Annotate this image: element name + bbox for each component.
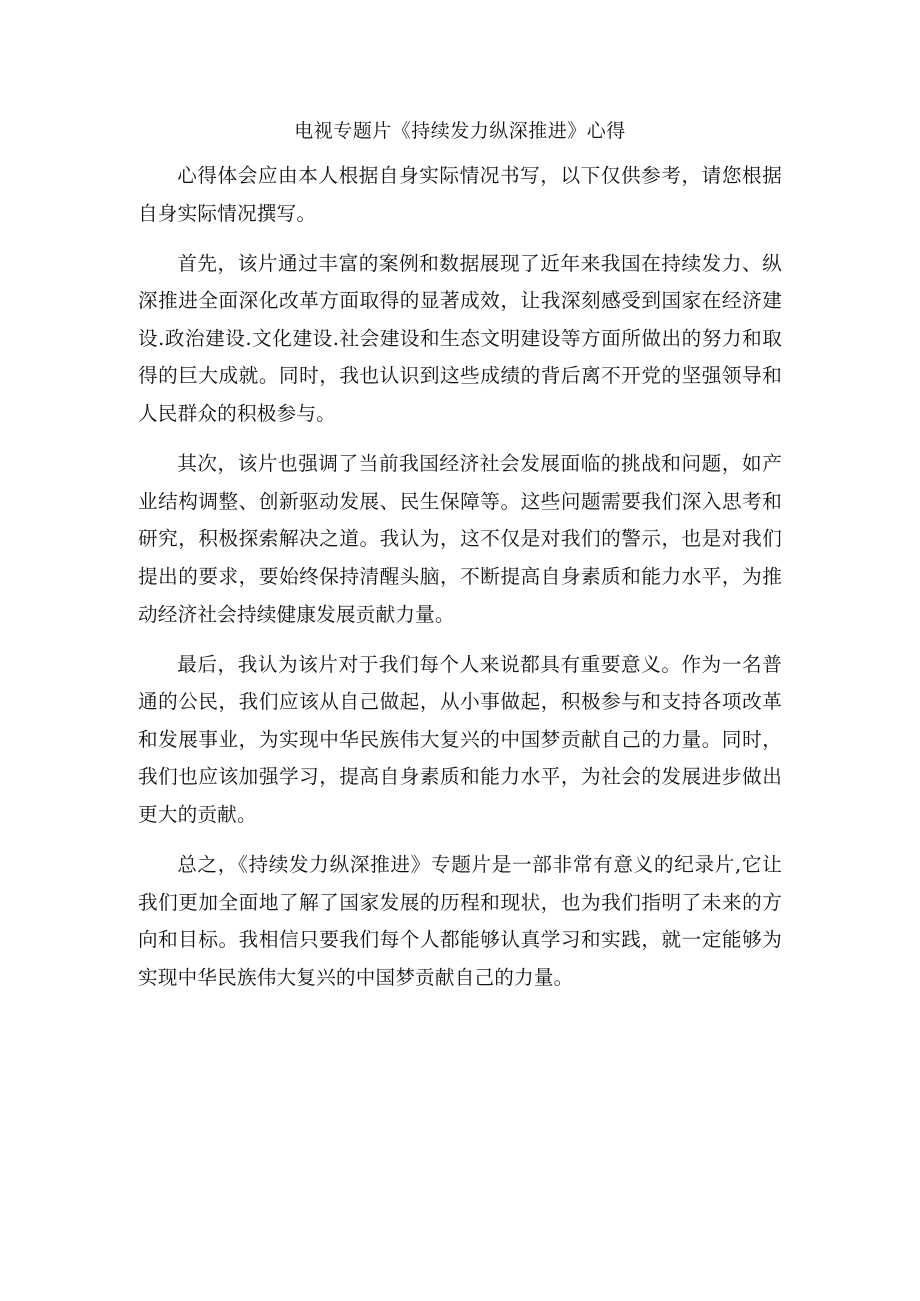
document-title: 电视专题片《持续发力纵深推进》心得 bbox=[294, 120, 626, 142]
paragraph-conclusion: 总之，《持续发力纵深推进》专题片是一部非常有意义的纪录片,它让我们更加全面地了解了国家发展的历程和现状，也为我们指明了未来的方向和目标。我相信只要我们每个人都能够认真学习和实践，就一定能够为实现中华民族伟大复兴的中国梦贡献自己的力量。 bbox=[138, 853, 782, 989]
paragraph-third: 最后，我认为该片对于我们每个人来说都具有重要意义。作为一名普通的公民，我们应该从自己做起，从小事做起，积极参与和支持各项改革和发展事业，为实现中华民族伟大复兴的中国梦贡献自己的力量。同时，我们也应该加强学习，提高自身素质和能力水平，为社会的发展进步做出更大的贡献。 bbox=[138, 652, 782, 826]
paragraph-second: 其次，该片也强调了当前我国经济社会发展面临的挑战和问题，如产业结构调整、创新驱动发展、民生保障等。这些问题需要我们深入思考和研究，积极探索解决之道。我认为，这不仅是对我们的警示，也是对我们提出的要求，要始终保持清醒头脑，不断提高自身素质和能力水平，为推动经济社会持续健康发展贡献力量。 bbox=[138, 452, 782, 626]
paragraph-first: 首先，该片通过丰富的案例和数据展现了近年来我国在持续发力、纵深推进全面深化改革方面取得的显著成效，让我深刻感受到国家在经济建设.政治建设.文化建设.社会建设和生态文明建设等方面所做出的努力和取得的巨大成就。同时，我也认识到这些成绩的背后离不开党的坚强领导和人民群众的积极参与。 bbox=[138, 251, 782, 426]
paragraph-disclaimer: 心得体会应由本人根据自身实际情况书写，以下仅供参考，请您根据自身实际情况撰写。 bbox=[138, 164, 782, 225]
document-body bbox=[138, 157, 782, 1009]
